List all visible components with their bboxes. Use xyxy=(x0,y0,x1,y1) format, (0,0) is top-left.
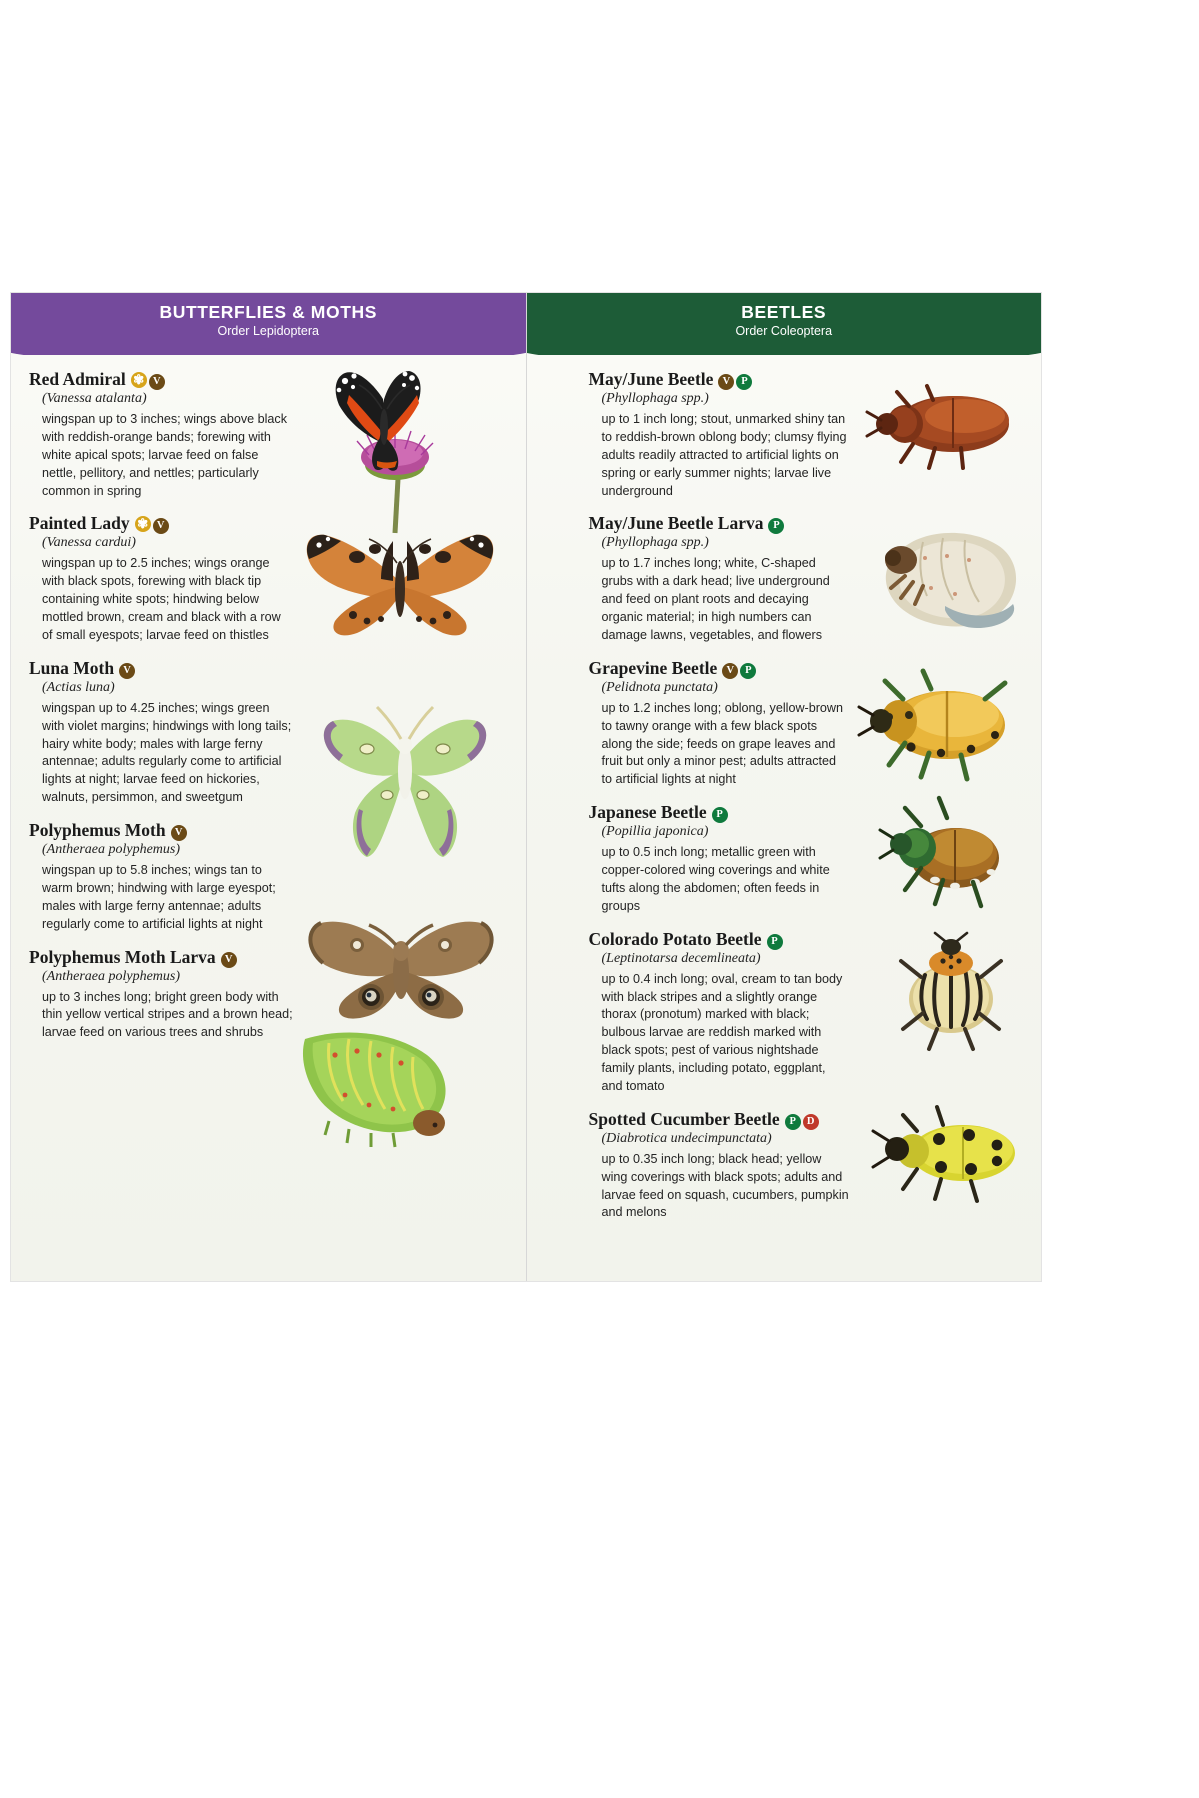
species-name: Spotted Cucumber Beetle xyxy=(588,1108,780,1129)
entry-colorado-potato-beetle xyxy=(589,929,1026,1096)
badge-v: V xyxy=(722,663,738,679)
column-title: BUTTERFLIES & MOTHS xyxy=(159,302,377,322)
scientific-name: (Actias luna) xyxy=(42,679,115,695)
column-subtitle: Order Lepidoptera xyxy=(217,324,319,338)
field-guide-spread xyxy=(10,292,1042,1282)
badge-group xyxy=(712,804,730,823)
badge-v: V xyxy=(153,518,169,534)
badge-v: V xyxy=(221,952,237,968)
badge-group xyxy=(135,515,171,534)
species-description: wingspan up to 4.25 inches; wings green with violet margins; hindwings with long tails; hairy white body; males with large ferny antennae; adults regularly come to artificial lights at night; larvae feed on hickories, walnuts, persimmon, and sweetgum xyxy=(42,700,292,805)
nectar-flower-icon xyxy=(131,372,147,388)
species-description: up to 0.35 inch long; black head; yellow wing coverings with black spots; adults and larvae feed on squash, cucumbers, pumpkin and melons xyxy=(601,1151,849,1220)
entry-red-admiral xyxy=(29,369,510,500)
species-description: up to 0.5 inch long; metallic green with copper-colored wing coverings and white tufts along the abdomen; often feeds in groups xyxy=(601,845,830,913)
scientific-name: (Vanessa atalanta) xyxy=(42,391,147,406)
scientific-name: (Phyllophaga spp.) xyxy=(601,391,709,406)
scientific-name: (Antheraea polyphemus) xyxy=(42,968,181,984)
nectar-flower-icon xyxy=(135,516,151,532)
species-description: up to 1 inch long; stout, unmarked shiny tan to reddish-brown oblong body; clumsy flying adults readily attracted to artificial lights on spring or early summer nights; larvae live underground xyxy=(601,412,847,498)
species-description: up to 3 inches long; bright green body with thin yellow vertical stripes and a brown head; larvae feed on various trees and shrubs xyxy=(42,989,293,1040)
badge-group xyxy=(768,515,786,534)
species-description: wingspan up to 3 inches; wings above black with reddish-orange bands; forewing with white apical spots; larvae feed on false nettle, pellitory, and nettles; particularly common in spring xyxy=(42,412,288,498)
entry-polyphemus-moth-larva xyxy=(29,947,510,1043)
column-butterflies-and-moths xyxy=(11,293,527,1281)
badge-v: V xyxy=(149,374,165,390)
badge-p: P xyxy=(767,934,783,950)
badge-p: P xyxy=(785,1114,801,1130)
badge-group xyxy=(718,371,754,390)
scientific-name: (Diabrotica undecimpunctata) xyxy=(601,1130,772,1146)
badge-group xyxy=(767,931,785,950)
species-description: up to 0.4 inch long; oval, cream to tan body with black stripes and a slightly orange thorax (pronotum) marked with black; bulbous larvae are reddish marked with black spots; pest of various nightshade family plants, including potato, eggplant, and tomato xyxy=(601,971,843,1093)
species-name: Polyphemus Moth Larva xyxy=(29,946,216,967)
species-description: wingspan up to 2.5 inches; wings orange with black spots, forewing with black tip containing white spots; hindwing below mottled brown, cream and black with a row of small eyespots; larvae feed on thistles xyxy=(42,556,281,642)
species-name: Japanese Beetle xyxy=(588,802,707,823)
entry-may-june-beetle xyxy=(589,369,1026,500)
entry-luna-moth xyxy=(29,658,510,807)
species-description: up to 1.2 inches long; oblong, yellow-brown to tawny orange with a few black spots along the side; feeds on grape leaves and fruit but only a minor pest; adults attracted to artificial lights at night xyxy=(601,700,844,787)
column-beetles xyxy=(527,293,1042,1281)
scientific-name: (Pelidnota punctata) xyxy=(601,679,718,695)
butterflies-header-banner xyxy=(11,293,526,355)
entry-painted-lady xyxy=(29,513,510,644)
species-name: Grapevine Beetle xyxy=(588,657,718,678)
badge-p: P xyxy=(740,663,756,679)
scientific-name: (Leptinotarsa decemlineata) xyxy=(601,950,761,966)
badge-group xyxy=(722,660,758,679)
species-name: Luna Moth xyxy=(29,657,115,678)
species-name: Painted Lady xyxy=(29,513,130,534)
species-description: up to 1.7 inches long; white, C-shaped grubs with a dark head; live underground and feed on plant roots and decaying organic material; in high numbers can damage lawns, vegetables, and flowers xyxy=(601,556,830,642)
species-description: wingspan up to 5.8 inches; wings tan to warm brown; hindwing with large eyespot; males with large ferny antennae; adults regularly come to artificial lights at night xyxy=(42,863,276,931)
badge-group xyxy=(119,660,137,679)
badge-group xyxy=(221,949,239,968)
scientific-name: (Antheraea polyphemus) xyxy=(42,842,181,857)
entry-polyphemus-moth xyxy=(29,820,510,934)
column-title: BEETLES xyxy=(741,302,827,322)
species-name: Red Admiral xyxy=(29,369,126,389)
scientific-name: (Popillia japonica) xyxy=(601,824,709,840)
entry-japanese-beetle xyxy=(589,802,1026,916)
entry-spotted-cucumber-beetle xyxy=(589,1109,1026,1223)
badge-group xyxy=(171,822,189,841)
badge-group xyxy=(785,1111,821,1130)
species-name: May/June Beetle Larva xyxy=(588,513,764,534)
badge-v: V xyxy=(718,374,734,390)
badge-p: P xyxy=(712,807,728,823)
species-name: May/June Beetle xyxy=(588,369,714,389)
beetles-header-banner xyxy=(527,293,1042,355)
species-name: Polyphemus Moth xyxy=(29,820,166,840)
butterflies-entry-list xyxy=(11,355,526,1042)
badge-p: P xyxy=(736,374,752,390)
column-subtitle: Order Coleoptera xyxy=(735,324,833,338)
badge-group xyxy=(131,371,167,390)
entry-grapevine-beetle xyxy=(589,658,1026,789)
badge-v: V xyxy=(119,663,135,679)
badge-d: D xyxy=(803,1114,819,1130)
entry-may-june-beetle-larva xyxy=(589,513,1026,644)
scientific-name: (Vanessa cardui) xyxy=(42,535,136,551)
beetles-entry-list xyxy=(527,355,1042,1222)
badge-p: P xyxy=(768,518,784,534)
scientific-name: (Phyllophaga spp.) xyxy=(601,535,709,551)
species-name: Colorado Potato Beetle xyxy=(588,928,762,949)
badge-v: V xyxy=(171,825,187,841)
